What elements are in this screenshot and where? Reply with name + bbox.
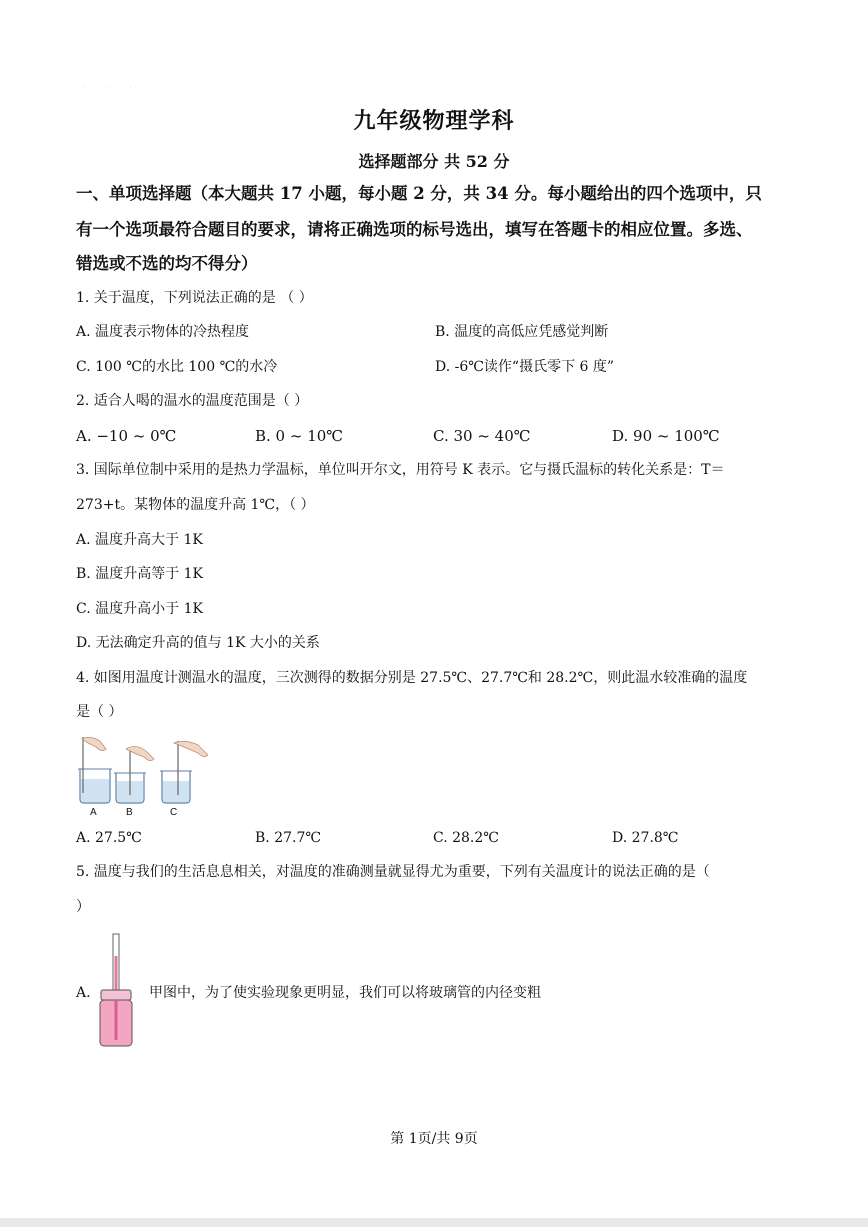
question-4-option-a: A. 27.5℃ xyxy=(76,830,142,846)
question-3-stem-line-1: 3. 国际单位制中采用的是热力学温标，单位叫开尔文，用符号 K 表示。它与摄氏温标的转化关系是：T＝ xyxy=(76,462,725,478)
question-4-stem-line-2: 是（ ） xyxy=(76,704,123,720)
question-3-option-a: A. 温度升高大于 1K xyxy=(76,532,203,548)
beaker-c xyxy=(160,741,208,803)
question-3-stem-line-2: 273+t。某物体的温度升高 1℃，（ ） xyxy=(76,497,315,513)
scan-marks: · · · xyxy=(82,84,142,91)
question-3-option-d: D. 无法确定升高的值与 1K 大小的关系 xyxy=(76,635,320,651)
question-1-option-c: C. 100 ℃的水比 100 ℃的水冷 xyxy=(76,359,278,375)
question-1-option-a: A. 温度表示物体的冷热程度 xyxy=(76,324,250,340)
beaker-b xyxy=(114,746,154,803)
question-5-stem-line-2: ） xyxy=(76,899,90,915)
thermometer-bottle-figure xyxy=(96,932,136,1052)
figure-label-a: A xyxy=(90,807,97,818)
page-footer: 第 1页/共 9页 xyxy=(390,1131,478,1147)
question-4-stem-line-1: 4. 如图用温度计测温水的温度，三次测得的数据分别是 27.5℃、27.7℃和 28.2℃，则此温水较准确的温度 xyxy=(76,670,748,686)
question-5-stem-line-1: 5. 温度与我们的生活息息相关，对温度的准确测量就显得尤为重要，下列有关温度计的说法正确的是（ xyxy=(76,864,710,880)
question-3-option-c: C. 温度升高小于 1K xyxy=(76,601,203,617)
question-2-option-d: D. 90 ~ 100℃ xyxy=(612,427,720,445)
question-2-stem: 2. 适合人喝的温水的温度范围是（ ） xyxy=(76,393,309,409)
question-5-option-a-label: A. xyxy=(76,985,91,1001)
figure-label-b: B xyxy=(126,807,133,818)
thermometer-beakers-figure xyxy=(74,733,214,819)
question-2-option-c: C. 30 ~ 40℃ xyxy=(433,427,531,445)
question-1-stem: 1. 关于温度，下列说法正确的是 （ ） xyxy=(76,290,313,306)
figure-label-c: C xyxy=(170,807,178,818)
beaker-a xyxy=(78,737,112,803)
question-1-option-b: B. 温度的高低应凭感觉判断 xyxy=(435,324,609,340)
question-5-option-a-text: 甲图中，为了使实验现象更明显，我们可以将玻璃管的内径变粗 xyxy=(149,985,541,1001)
question-4-option-b: B. 27.7℃ xyxy=(255,830,322,846)
question-1-option-d: D. -6℃读作“摄氏零下 6 度” xyxy=(435,359,615,375)
page-title: 九年级物理学科 xyxy=(353,108,515,134)
section-subtitle: 选择题部分 共 52 分 xyxy=(358,152,510,171)
question-3-option-b: B. 温度升高等于 1K xyxy=(76,566,204,582)
question-4-option-d: D. 27.8℃ xyxy=(612,830,679,846)
question-4-option-c: C. 28.2℃ xyxy=(433,830,499,846)
question-2-option-a: A. −10 ~ 0℃ xyxy=(76,427,177,445)
bottom-band xyxy=(0,1218,868,1227)
question-2-option-b: B. 0 ~ 10℃ xyxy=(255,427,344,445)
section-heading-line-3: 错选或不选的均不得分） xyxy=(76,254,258,273)
section-heading-line-1: 一、单项选择题（本大题共 17 小题，每小题 2 分，共 34 分。每小题给出的四个选项中，只 xyxy=(76,184,762,203)
section-heading-line-2: 有一个选项最符合题目的要求，请将正确选项的标号选出，填写在答题卡的相应位置。多选、 xyxy=(76,220,753,239)
